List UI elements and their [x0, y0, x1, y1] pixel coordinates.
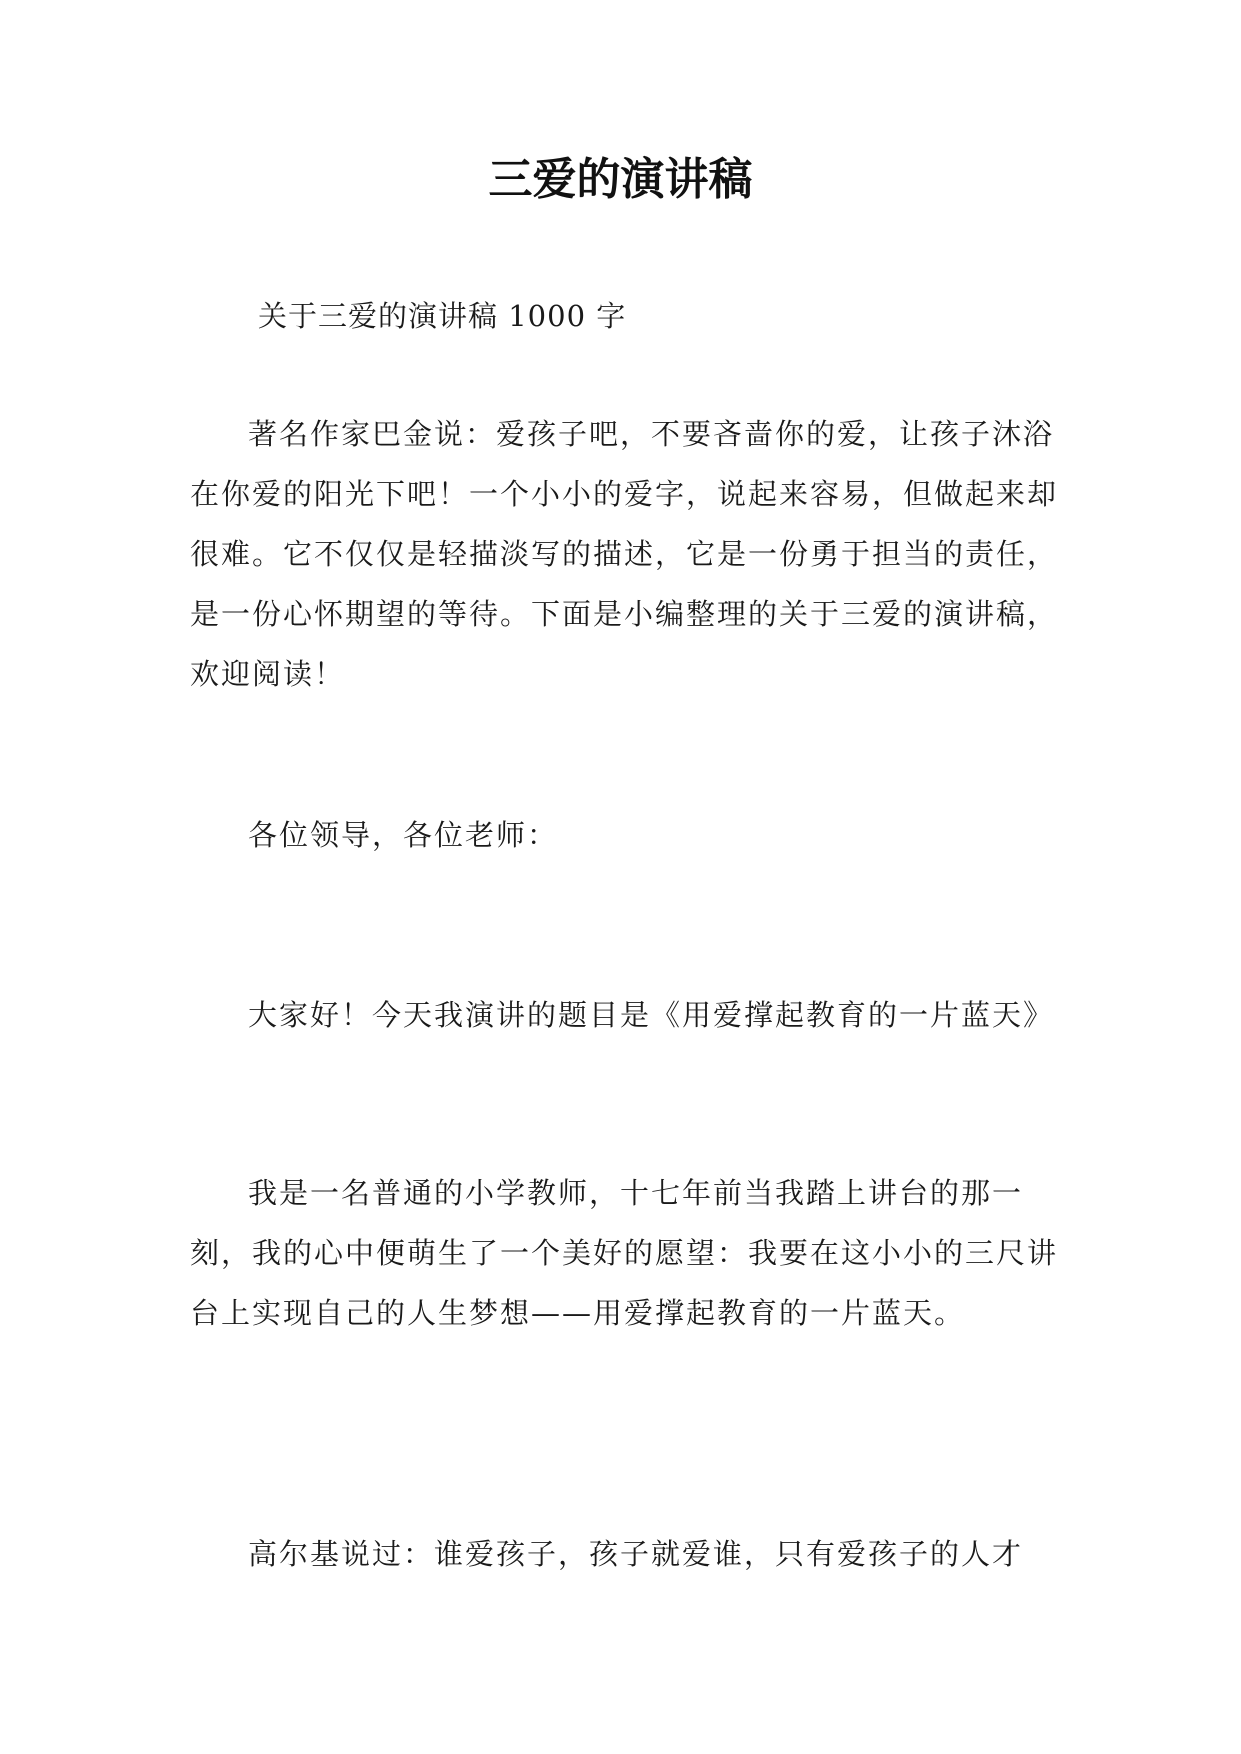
paragraph-intro: 著名作家巴金说：爱孩子吧，不要吝啬你的爱，让孩子沐浴在你爱的阳光下吧！一个小小的爱字，说起来容易，但做起来却很难。它不仅仅是轻描淡写的描述，它是一份勇于担当的责任，是一份心怀期望的等待。下面是小编整理的关于三爱的演讲稿，欢迎阅读！ — [190, 417, 1059, 691]
document-subtitle: 关于三爱的演讲稿 1000 字 — [258, 299, 627, 333]
document-title: 三爱的演讲稿 — [488, 154, 753, 205]
paragraph-opening: 大家好！今天我演讲的题目是《用爱撑起教育的一片蓝天》 — [248, 998, 1055, 1032]
paragraph-gorky-quote: 高尔基说过：谁爱孩子，孩子就爱谁，只有爱孩子的人才 — [248, 1537, 1024, 1571]
paragraph-teacher: 我是一名普通的小学教师，十七年前当我踏上讲台的那一刻，我的心中便萌生了一个美好的愿望：我要在这小小的三尺讲台上实现自己的人生梦想——用爱撑起教育的一片蓝天。 — [190, 1176, 1059, 1330]
paragraph-greeting: 各位领导，各位老师： — [248, 818, 559, 852]
